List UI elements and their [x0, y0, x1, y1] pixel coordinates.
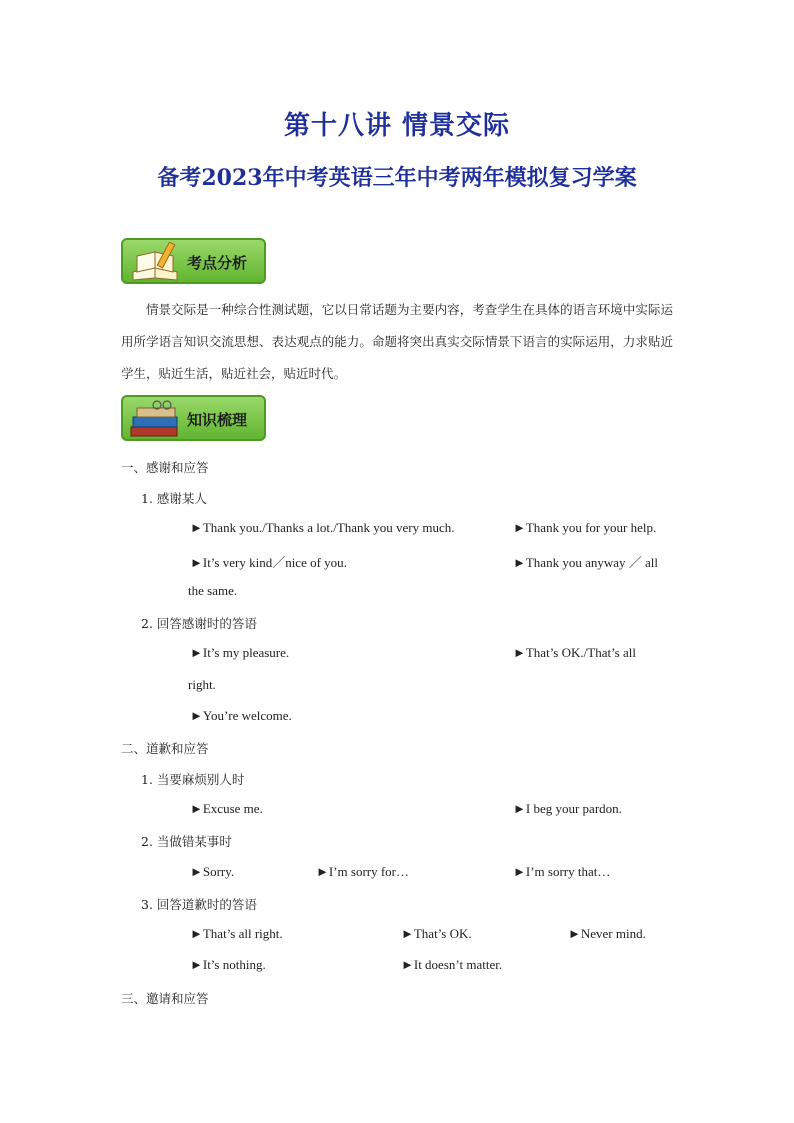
phrase-item-continued: right. — [188, 677, 216, 692]
phrase-item: ►Excuse me. — [190, 801, 263, 816]
section-title: 一、感谢和应答 — [121, 460, 209, 475]
phrase-item: ►Sorry. — [190, 864, 235, 879]
subsection-title: 2. 回答感谢时的答语 — [141, 616, 257, 631]
phrase-item: ►Thank you./Thanks a lot./Thank you very much. — [190, 520, 455, 535]
phrase-item: ►I’m sorry for… — [316, 864, 410, 879]
phrase-item: ►That’s OK. — [401, 926, 472, 941]
page-title: 第十八讲 情景交际 — [283, 111, 511, 141]
phrase-item: ►Thank you anyway ／ all — [513, 555, 658, 570]
page-subtitle: 备考2023年中考英语三年中考两年模拟复习学案 — [157, 165, 637, 191]
phrase-item: ►That’s OK./That’s all — [513, 645, 636, 660]
phrase-item: ►It doesn’t matter. — [401, 957, 503, 972]
phrase-item: ►I beg your pardon. — [513, 801, 622, 816]
intro-paragraph: 情景交际是一种综合性测试题，它以日常话题为主要内容，考查学生在具体的语言环境中实际运用所学语言知识交流思想、表达观点的能力。命题将突出真实交际情景下语言的实际运用，力求贴近学生，贴近生活，贴近社会，贴近时代。 — [121, 302, 673, 381]
phrase-item: ►You’re welcome. — [190, 708, 292, 723]
phrase-item: ►Never mind. — [568, 926, 646, 941]
open-book-pencil-icon — [127, 242, 187, 282]
subsection-title: 1. 感谢某人 — [141, 491, 207, 506]
section-title: 三、邀请和应答 — [121, 991, 209, 1006]
analysis-badge — [121, 238, 266, 284]
analysis-badge-label: 考点分析 — [187, 254, 248, 272]
stacked-books-icon — [127, 399, 187, 439]
phrase-item-continued: the same. — [188, 583, 238, 598]
knowledge-badge — [121, 395, 266, 441]
knowledge-badge-label: 知识梳理 — [187, 411, 248, 429]
subsection-title: 3. 回答道歉时的答语 — [141, 897, 257, 912]
phrase-item: ►It’s my pleasure. — [190, 645, 290, 660]
phrase-item: ►It’s very kind／nice of you. — [190, 555, 347, 570]
section-title: 二、道歉和应答 — [121, 741, 209, 756]
phrase-item: ►Thank you for your help. — [513, 520, 657, 535]
subsection-title: 1. 当要麻烦别人时 — [141, 772, 245, 787]
phrase-item: ►I’m sorry that… — [513, 864, 611, 879]
subsection-title: 2. 当做错某事时 — [141, 834, 232, 849]
phrase-item: ►That’s all right. — [190, 926, 283, 941]
phrase-item: ►It’s nothing. — [190, 957, 266, 972]
